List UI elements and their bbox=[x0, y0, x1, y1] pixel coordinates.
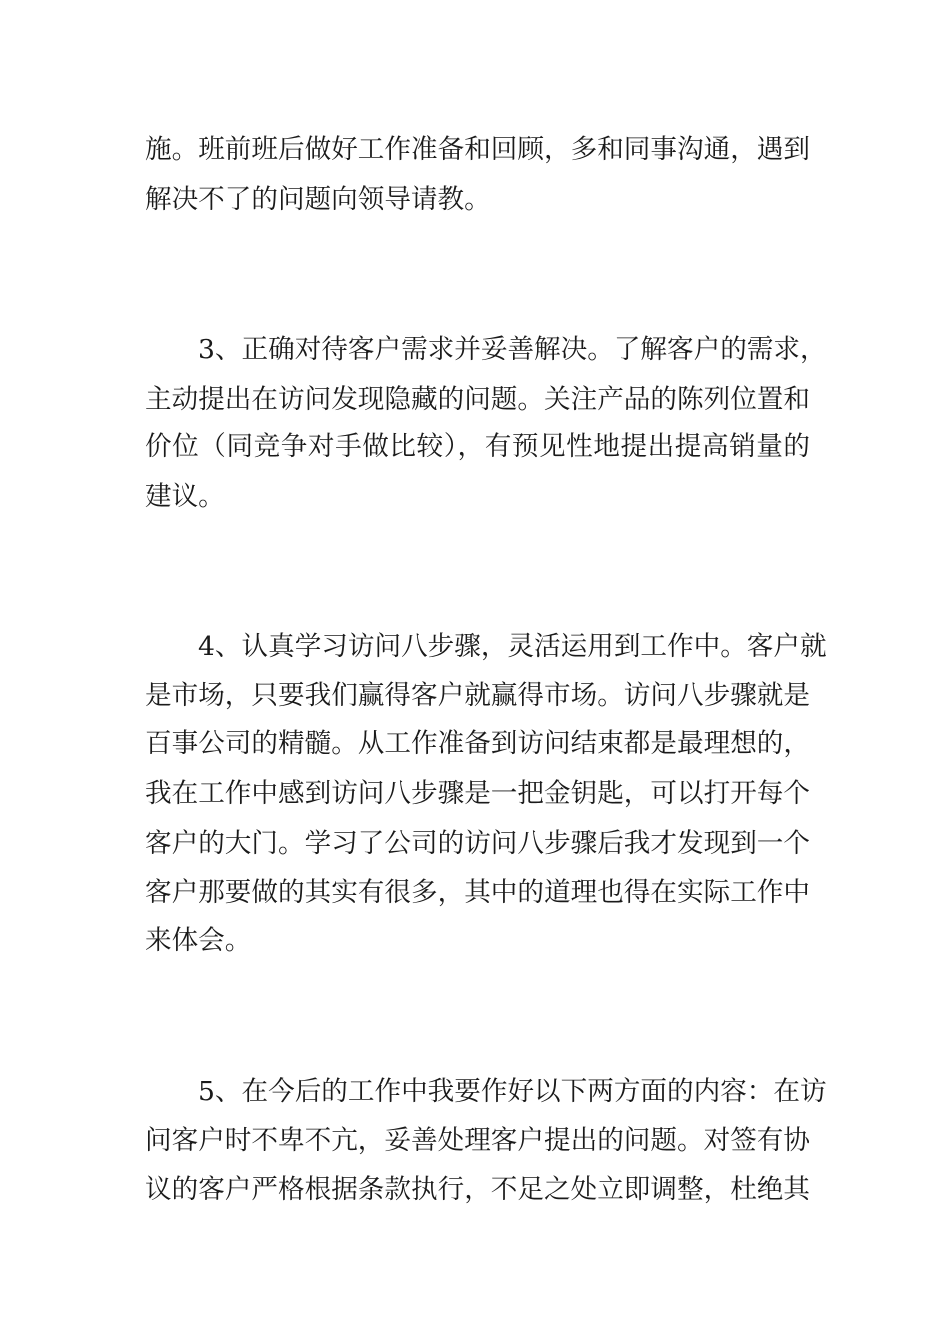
paragraph-line: 问客户时不卑不亢，妥善处理客户提出的问题。对签有协 bbox=[145, 1125, 810, 1156]
paragraph-line: 价位（同竞争对手做比较），有预见性地提出提高销量的 bbox=[145, 431, 810, 462]
paragraph-line: 议的客户严格根据条款执行，不足之处立即调整，杜绝其 bbox=[145, 1174, 810, 1205]
paragraph-line: 3、正确对待客户需求并妥善解决。了解客户的需求， bbox=[198, 334, 827, 365]
paragraph-line: 我在工作中感到访问八步骤是一把金钥匙，可以打开每个 bbox=[145, 778, 810, 809]
paragraph-line: 解决不了的问题向领导请教。 bbox=[145, 184, 491, 215]
paragraph-line: 百事公司的精髓。从工作准备到访问结束都是最理想的， bbox=[145, 728, 810, 759]
paragraph-line: 来体会。 bbox=[145, 925, 252, 956]
paragraph-line: 施。班前班后做好工作准备和回顾，多和同事沟通，遇到 bbox=[145, 134, 810, 165]
paragraph-line: 是市场，只要我们赢得客户就赢得市场。访问八步骤就是 bbox=[145, 680, 810, 711]
paragraph-line: 客户那要做的其实有很多，其中的道理也得在实际工作中 bbox=[145, 877, 810, 908]
paragraph-line: 5、在今后的工作中我要作好以下两方面的内容：在访 bbox=[198, 1076, 827, 1107]
paragraph-line: 主动提出在访问发现隐藏的问题。关注产品的陈列位置和 bbox=[145, 384, 810, 415]
paragraph-line: 客户的大门。学习了公司的访问八步骤后我才发现到一个 bbox=[145, 828, 810, 859]
paragraph-line: 4、认真学习访问八步骤，灵活运用到工作中。客户就 bbox=[198, 631, 827, 662]
paragraph-line: 建议。 bbox=[145, 481, 225, 512]
